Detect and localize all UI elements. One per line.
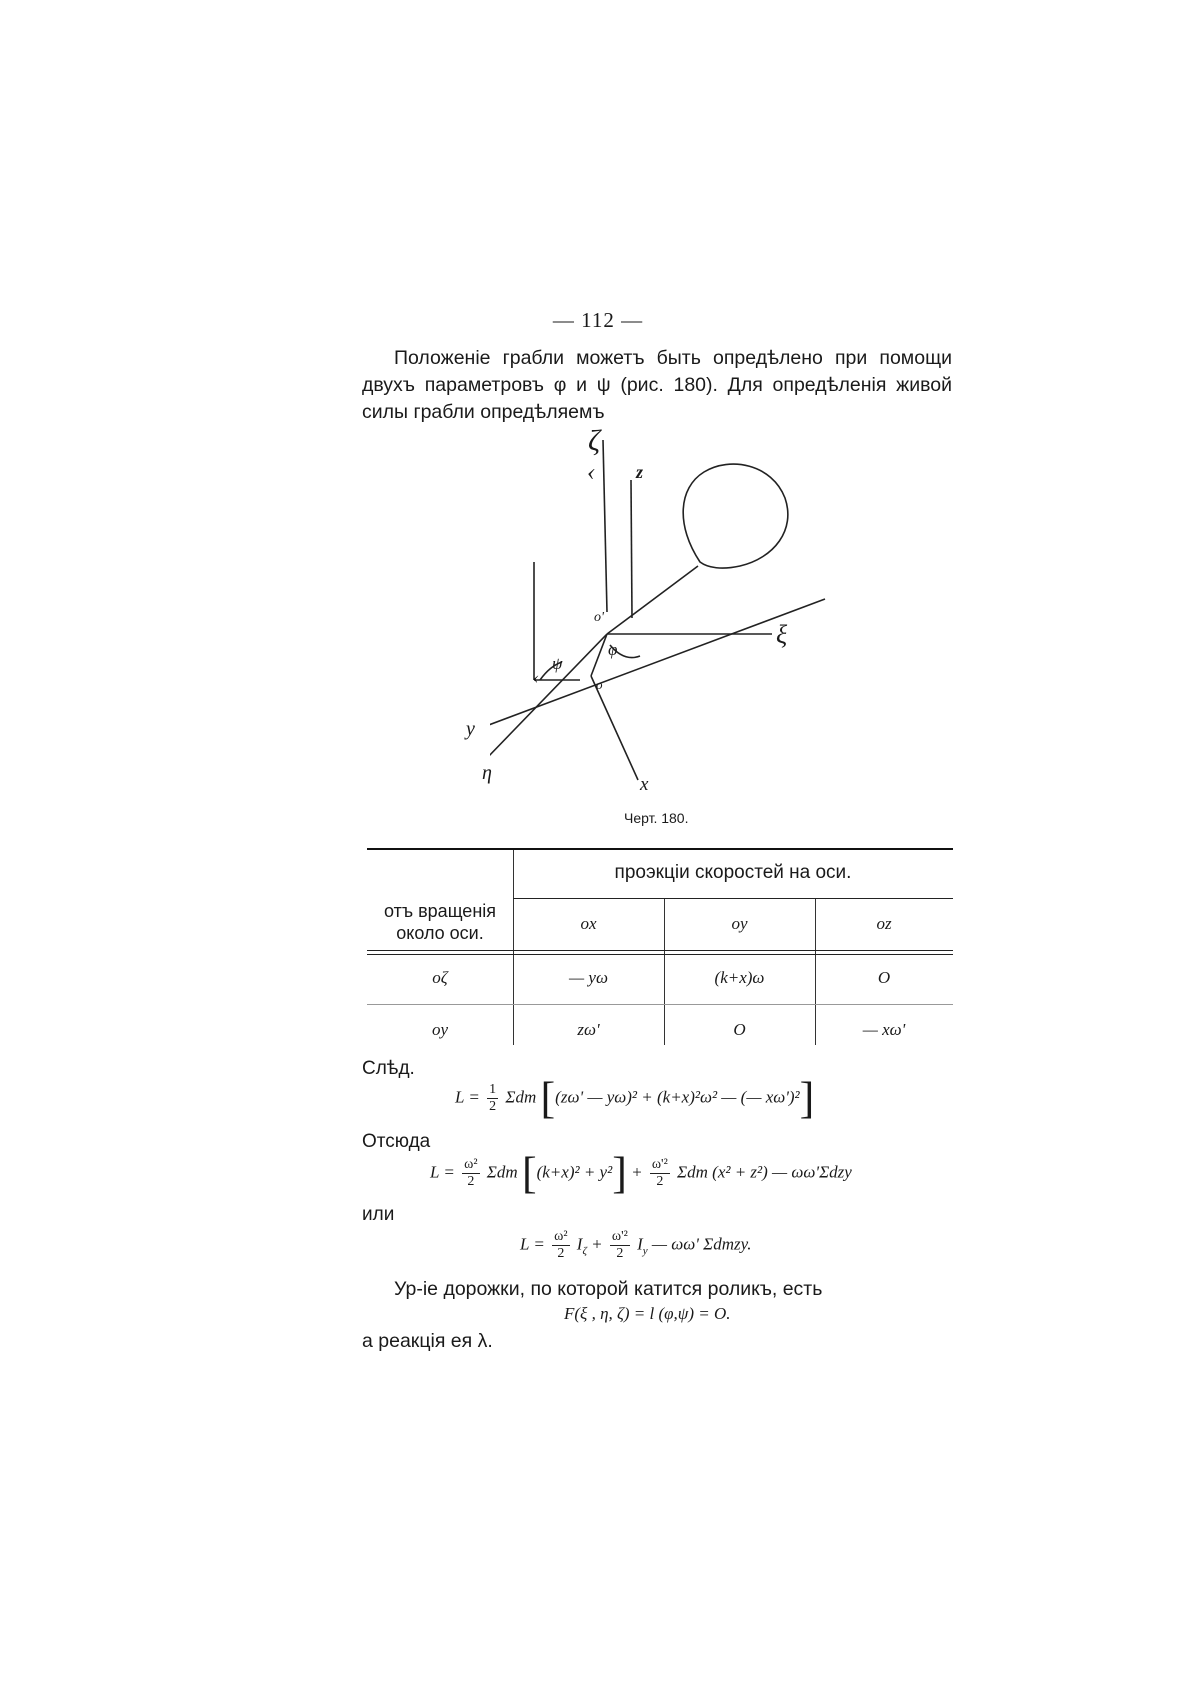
cell-value: — yω [569,968,608,987]
sled-label: Слѣд. [362,1058,415,1079]
eta-label: η [482,762,492,784]
header-projections: проэкцiи скоростей на оси. [614,862,852,883]
frac-den: 2 [557,1246,565,1261]
o-label: o [596,677,603,692]
z-label: z [636,462,644,482]
frac-den: 2 [489,1099,497,1114]
z-axis [631,480,632,618]
formula-3 [520,1229,752,1262]
psi-label: ψ [552,654,563,673]
axis-oz: oz [876,914,892,933]
formula-1-body: (zω' — yω)² + (k+x)²ω² — (— xω')² [555,1087,800,1107]
cell-value: — xω' [862,1020,906,1039]
bracket-open: [ [521,1148,537,1198]
formula-2-lhs: L = [430,1162,455,1182]
bracket-close: ] [799,1073,815,1123]
eta-axis-lower [490,634,607,759]
cell-value: O [733,1020,746,1039]
velocity-table [367,848,953,1048]
frac-num: ω² [554,1229,568,1244]
table-row-rule [367,1004,953,1005]
formula-1-sum: Σdm [505,1087,537,1107]
frac-num: 1 [489,1082,497,1097]
header-rotation: отъ вращенiя около оси. [384,901,496,943]
formula-3-rest: — ωω' Σdmzy. [651,1234,752,1254]
zeta-label-mark: ‹ [587,457,596,486]
formula-3-term-1-sub: ζ [582,1244,587,1257]
ili-label: или [362,1204,395,1225]
formula-4: F(ξ , η, ζ) = l (φ,ψ) = O. [564,1304,731,1323]
formula-2-plus: + [631,1162,643,1182]
figure-180 [466,424,840,805]
frac-den: 2 [467,1174,475,1189]
cell-value: (k+x)ω [714,968,765,987]
frac-den: 2 [616,1246,624,1261]
axis-ox: ox [580,914,597,933]
psi-arrow-mark: ‹ [533,667,539,687]
table-top-rule [367,848,953,850]
formula-3-plus: + [591,1234,603,1254]
eta-axis-upper [607,566,698,634]
formula-1 [455,1073,815,1123]
table-head-rule-1 [367,950,953,951]
formula-2-body: (k+x)² + y² [536,1162,613,1182]
figure-diagram [490,440,840,800]
table-subhead-rule [513,898,953,899]
axis-oy: oy [731,914,748,933]
y-axis [490,599,825,726]
zeta-label: ζ [588,424,601,457]
cell-value: zω' [577,1020,600,1039]
formula-2 [430,1148,852,1198]
formula-3-term-2: I [637,1234,643,1254]
formula-3-lhs: L = [520,1234,545,1254]
intro-paragraph: Положенiе грабли можетъ быть опредѣлено при помощи двухъ параметровъ φ и ψ (рис. 180). Для опредѣленiя живой силы грабли опредѣляемъ [362,347,952,423]
formula-2-frac-2 [650,1157,670,1190]
formula-3-term-1: I [576,1234,583,1254]
otsyuda-label: Отсюда [362,1131,431,1152]
bracket-open: [ [540,1073,556,1123]
formula-1-frac [487,1082,498,1115]
formula-2-sum: Σdm [486,1162,518,1182]
formula-2-frac-1 [462,1157,479,1190]
cell-value: O [877,968,891,987]
oprime-o-link [591,634,607,676]
row-axis: oy [431,1020,449,1039]
x-label: x [640,774,649,795]
bracket-close: ] [612,1148,627,1198]
frac-den: 2 [656,1174,664,1189]
track-paragraph: Ур-iе дорожки, по которой катится роликъ, есть [394,1278,823,1300]
formula-2-rest: Σdm (x² + z²) — ωω'Σdzy [677,1162,852,1182]
table-head-rule-2 [367,954,953,955]
formula-3-frac-2 [610,1229,630,1262]
reaction-paragraph: а реакцiя ея λ. [362,1330,493,1352]
o-prime-label: o' [594,610,604,625]
figure-caption: Черт. 180. [624,810,689,826]
xi-label: ξ [776,620,788,649]
zeta-axis [603,440,607,612]
formula-1-lhs: L = [455,1087,480,1107]
phi-label: φ [608,640,618,659]
frac-num: ω² [464,1157,478,1172]
y-label: y [466,718,475,740]
formula-3-term-2-sub: y [642,1244,648,1257]
roller-curve [683,464,788,568]
frac-num: ω'² [651,1157,668,1172]
page-number: — 112 — [552,308,644,332]
formula-3-frac-1 [552,1229,569,1262]
frac-num: ω'² [611,1229,628,1244]
row-axis: oζ [432,968,448,987]
